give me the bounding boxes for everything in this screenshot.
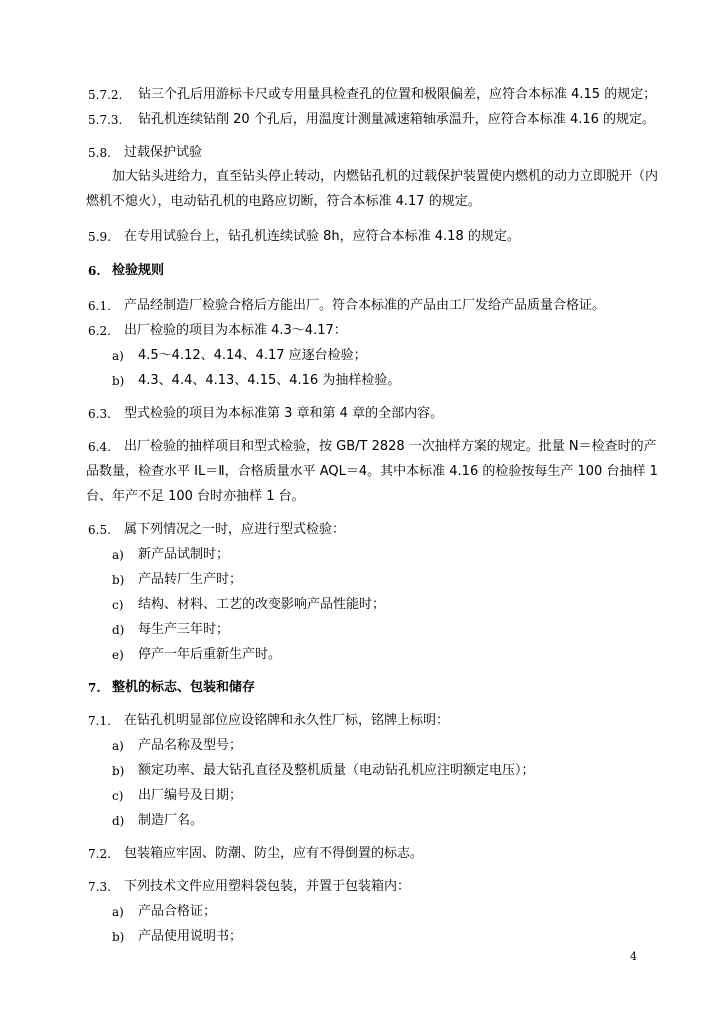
list-marker: b)	[112, 764, 125, 778]
list-text: 出厂编号及日期；	[138, 788, 243, 803]
clause-text: 过载保护试验	[124, 145, 203, 160]
list-text: 额定功率、最大钻孔直径及整机质量（电动钻孔机应注明额定电压）；	[138, 763, 535, 778]
section-number: 6.	[88, 264, 101, 278]
list-text: 制造厂名。	[138, 813, 204, 828]
list-text: 产品使用说明书；	[138, 929, 243, 944]
clause-number: 7.3.	[88, 880, 111, 894]
paragraph-text: 品数量，检查水平 IL＝Ⅱ，合格质量水平 AQL＝4。其中本标准 4.16 的检验按每生产 100 台抽样 1	[86, 464, 658, 479]
clause-number: 5.9.	[88, 230, 111, 244]
section-number: 7.	[88, 681, 101, 695]
list-marker: b)	[112, 374, 125, 388]
clause-number: 5.7.3.	[88, 113, 123, 127]
list-marker: a)	[112, 548, 124, 562]
paragraph-text: 台、年产不足 100 台时亦抽样 1 台。	[86, 489, 305, 504]
clause-text: 包装箱应牢固、防潮、防尘，应有不得倒置的标志。	[124, 846, 424, 861]
paragraph-text: 加大钻头进给力，直至钻头停止转动，内燃钻孔机的过载保护装置使内燃机的动力立即脱开（内	[112, 169, 659, 184]
list-marker: a)	[112, 349, 124, 363]
clause-number: 7.1.	[88, 714, 111, 728]
clause-text: 产品经制造厂检验合格后方能出厂。符合本标准的产品由工厂发给产品质量合格证。	[124, 298, 606, 313]
list-text: 新产品试制时；	[138, 547, 230, 562]
list-text: 停产一年后重新生产时。	[138, 647, 282, 662]
list-text: 结构、材料、工艺的改变影响产品性能时；	[138, 597, 386, 612]
list-marker: d)	[112, 623, 125, 637]
list-marker: e)	[112, 648, 124, 662]
clause-number: 6.3.	[88, 407, 111, 421]
list-text: 每生产三年时；	[138, 622, 230, 637]
clause-number: 5.8.	[88, 146, 111, 160]
list-text: 产品合格证；	[138, 904, 217, 919]
list-marker: b)	[112, 930, 125, 944]
clause-number: 6.1.	[88, 299, 111, 313]
clause-text: 钻孔机连续钻削 20 个孔后，用温度计测量减速箱轴承温升，应符合本标准 4.16 的规定。	[138, 112, 656, 127]
section-title: 整机的标志、包装和储存	[112, 680, 256, 695]
clause-text: 在专用试验台上，钻孔机连续试验 8h，应符合本标准 4.18 的规定。	[124, 229, 520, 244]
list-text: 4.5～4.12、4.14、4.17 应逐台检验；	[138, 348, 367, 363]
list-marker: b)	[112, 573, 125, 587]
list-marker: c)	[112, 598, 124, 612]
clause-text: 在钻孔机明显部位应设铭牌和永久性厂标，铭牌上标明：	[124, 713, 450, 728]
list-text: 产品名称及型号；	[138, 738, 243, 753]
section-title: 检验规则	[112, 263, 165, 278]
list-marker: a)	[112, 739, 124, 753]
clause-text: 下列技术文件应用塑料袋包装，并置于包装箱内：	[124, 879, 411, 894]
page-number: 4	[630, 950, 637, 963]
paragraph-text: 燃机不熄火），电动钻孔机的电路应切断，符合本标准 4.17 的规定。	[86, 194, 481, 209]
list-text: 产品转厂生产时；	[138, 572, 243, 587]
clause-number: 6.2.	[88, 324, 111, 338]
list-marker: c)	[112, 789, 124, 803]
list-marker: a)	[112, 905, 124, 919]
clause-number: 6.5.	[88, 523, 111, 537]
clause-number: 5.7.2.	[88, 88, 123, 102]
clause-text: 属下列情况之一时，应进行型式检验：	[124, 522, 346, 537]
list-marker: d)	[112, 814, 125, 828]
clause-text: 型式检验的项目为本标准第 3 章和第 4 章的全部内容。	[124, 406, 444, 421]
clause-number: 6.4.	[88, 440, 111, 454]
clause-number: 7.2.	[88, 847, 111, 861]
clause-text: 钻三个孔后用游标卡尺或专用量具检查孔的位置和极限偏差，应符合本标准 4.15 的规定；	[138, 87, 657, 102]
clause-text: 出厂检验的抽样项目和型式检验，按 GB/T 2828 一次抽样方案的规定。批量 N＝检查时的产	[124, 439, 657, 454]
clause-text: 出厂检验的项目为本标准 4.3～4.17：	[124, 323, 347, 338]
list-text: 4.3、4.4、4.13、4.15、4.16 为抽样检验。	[138, 373, 401, 388]
